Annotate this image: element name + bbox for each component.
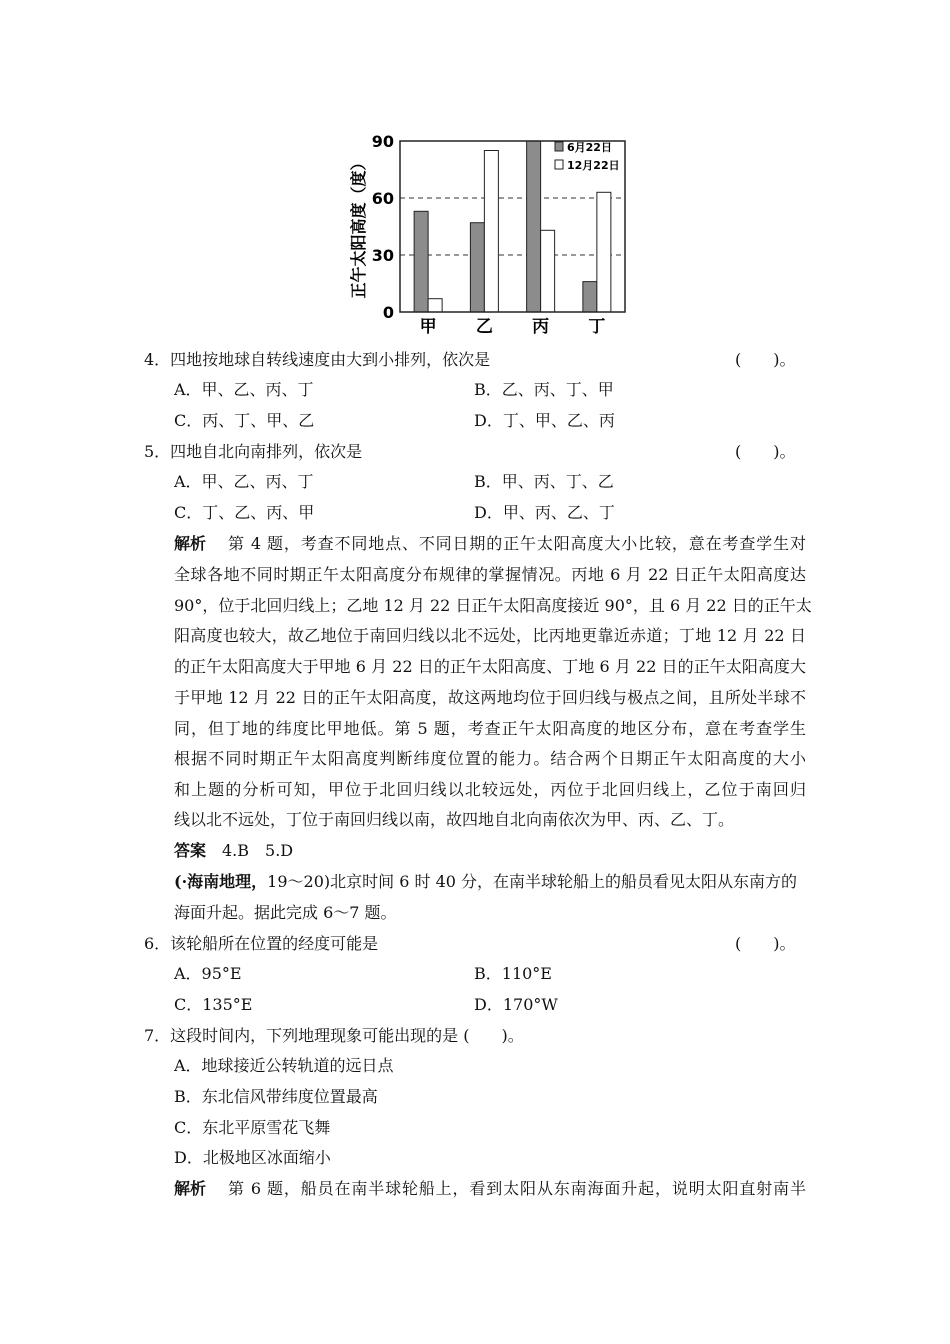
- x-tick-label: 甲: [419, 317, 437, 337]
- analysis-line: 于甲地 12 月 22 日的正午太阳高度，故这两地均位于回归线与极点之间，且所处半球不: [174, 688, 806, 707]
- q5-option-d: D．甲、丙、乙、丁: [474, 503, 615, 522]
- passage-source-range: 19～20): [267, 872, 331, 891]
- q6-stem: 6．该轮船所在位置的经度可能是: [144, 934, 379, 953]
- q4-stem: 4．四地按地球自转线速度由大到小排列，依次是: [144, 350, 491, 369]
- passage-source: (·海南地理，: [174, 872, 268, 891]
- analysis-line: 第 4 题，考查不同地点、不同日期的正午太阳高度大小比较，意在考查学生对: [228, 534, 806, 553]
- passage-intro-line2: 海面升起。据此完成 6～7 题。: [174, 903, 397, 922]
- q7-option-c: C．东北平原雪花飞舞: [174, 1118, 331, 1137]
- q5-option-b: B．甲、丙、丁、乙: [474, 472, 614, 491]
- legend-swatch: [555, 160, 563, 169]
- y-axis-title: 正午太阳高度（度）: [349, 154, 368, 299]
- q4-option-a: A．甲、乙、丙、丁: [174, 380, 314, 399]
- q7-option-d: D．北极地区冰面缩小: [174, 1148, 331, 1167]
- q5-option-a: A．甲、乙、丙、丁: [174, 472, 314, 491]
- y-tick-label: 30: [371, 246, 394, 265]
- q4-option-c: C．丙、丁、甲、乙: [174, 411, 315, 430]
- y-tick-label: 0: [382, 303, 394, 322]
- bar-december: [484, 151, 498, 313]
- analysis-line: 90°，位于北回归线上；乙地 12 月 22 日正午太阳高度接近 90°，且 6 月 22 日的正午太: [174, 596, 812, 615]
- analysis-label: 解析: [174, 534, 207, 553]
- y-tick-label: 60: [371, 189, 394, 208]
- bar-june: [583, 282, 597, 312]
- analysis-line: 全球各地不同时期正午太阳高度分布规律的掌握情况。丙地 6 月 22 日正午太阳高度达: [174, 565, 806, 584]
- q5-stem: 5．四地自北向南排列，依次是: [144, 442, 363, 461]
- legend-label: 12月22日: [567, 159, 620, 172]
- legend-label: 6月22日: [567, 141, 612, 154]
- legend-swatch: [555, 142, 563, 151]
- analysis-line: 的正午太阳高度大于甲地 6 月 22 日的正午太阳高度、丁地 6 月 22 日的正午太阳高度大: [174, 657, 806, 676]
- q6-option-c: C．135°E: [174, 995, 253, 1014]
- x-tick-label: 乙: [475, 317, 493, 337]
- q6-answer-paren: ( )。: [735, 934, 796, 953]
- q7-option-a: A．地球接近公转轨道的远日点: [174, 1056, 394, 1075]
- q4-option-d: D．丁、甲、乙、丙: [474, 411, 615, 430]
- q4-answer-paren: ( )。: [735, 350, 796, 369]
- analysis-line: 根据不同时期正午太阳高度判断纬度位置的能力。结合两个日期正午太阳高度的大小: [174, 749, 806, 768]
- q6-option-b: B．110°E: [474, 964, 552, 983]
- bar-june: [527, 141, 541, 312]
- x-tick-label: 丁: [588, 317, 606, 337]
- passage-intro-line1: [174, 872, 797, 892]
- passage-text: 北京时间 6 时 40 分，在南半球轮船上的船员看见太阳从东南方的: [330, 872, 798, 891]
- q4-option-b: B．乙、丙、丁、甲: [474, 380, 614, 399]
- noon-sun-altitude-chart: [340, 128, 640, 343]
- y-tick-label: 90: [371, 132, 394, 151]
- q7-stem: 7．这段时间内，下列地理现象可能出现的是 ( )。: [144, 1026, 524, 1045]
- analysis2-label: 解析: [174, 1179, 207, 1198]
- analysis2-line: 第 6 题，船员在南半球轮船上，看到太阳从东南海面升起，说明太阳直射南半: [228, 1179, 806, 1198]
- q5-option-c: C．丁、乙、丙、甲: [174, 503, 315, 522]
- q6-option-a: A．95°E: [174, 964, 242, 983]
- bar-june: [414, 211, 428, 312]
- analysis-line: 线以北不远处，丁位于南回归线以南，故四地自北向南依次为甲、丙、乙、丁。: [174, 810, 735, 829]
- bar-december: [597, 192, 611, 312]
- answer-text: 4.B 5.D: [222, 841, 294, 860]
- analysis-line: 阳高度也较大，故乙地位于南回归线以北不远处，比丙地更靠近赤道；丁地 12 月 22 日: [174, 626, 806, 645]
- q7-option-b: B．东北信风带纬度位置最高: [174, 1087, 378, 1106]
- bar-june: [470, 223, 484, 312]
- x-tick-label: 丙: [532, 317, 550, 337]
- analysis-line: 同，但丁地的纬度比甲地低。第 5 题，考查正午太阳高度的地区分布，意在考查学生: [174, 719, 806, 738]
- analysis-line: 和上题的分析可知，甲位于北回归线以北较远处，丙位于北回归线上，乙位于南回归: [174, 780, 806, 799]
- q5-answer-paren: ( )。: [735, 442, 796, 461]
- answer-label: 答案: [174, 841, 207, 860]
- bar-december: [428, 299, 442, 312]
- q6-option-d: D．170°W: [474, 995, 558, 1014]
- bar-december: [541, 230, 555, 312]
